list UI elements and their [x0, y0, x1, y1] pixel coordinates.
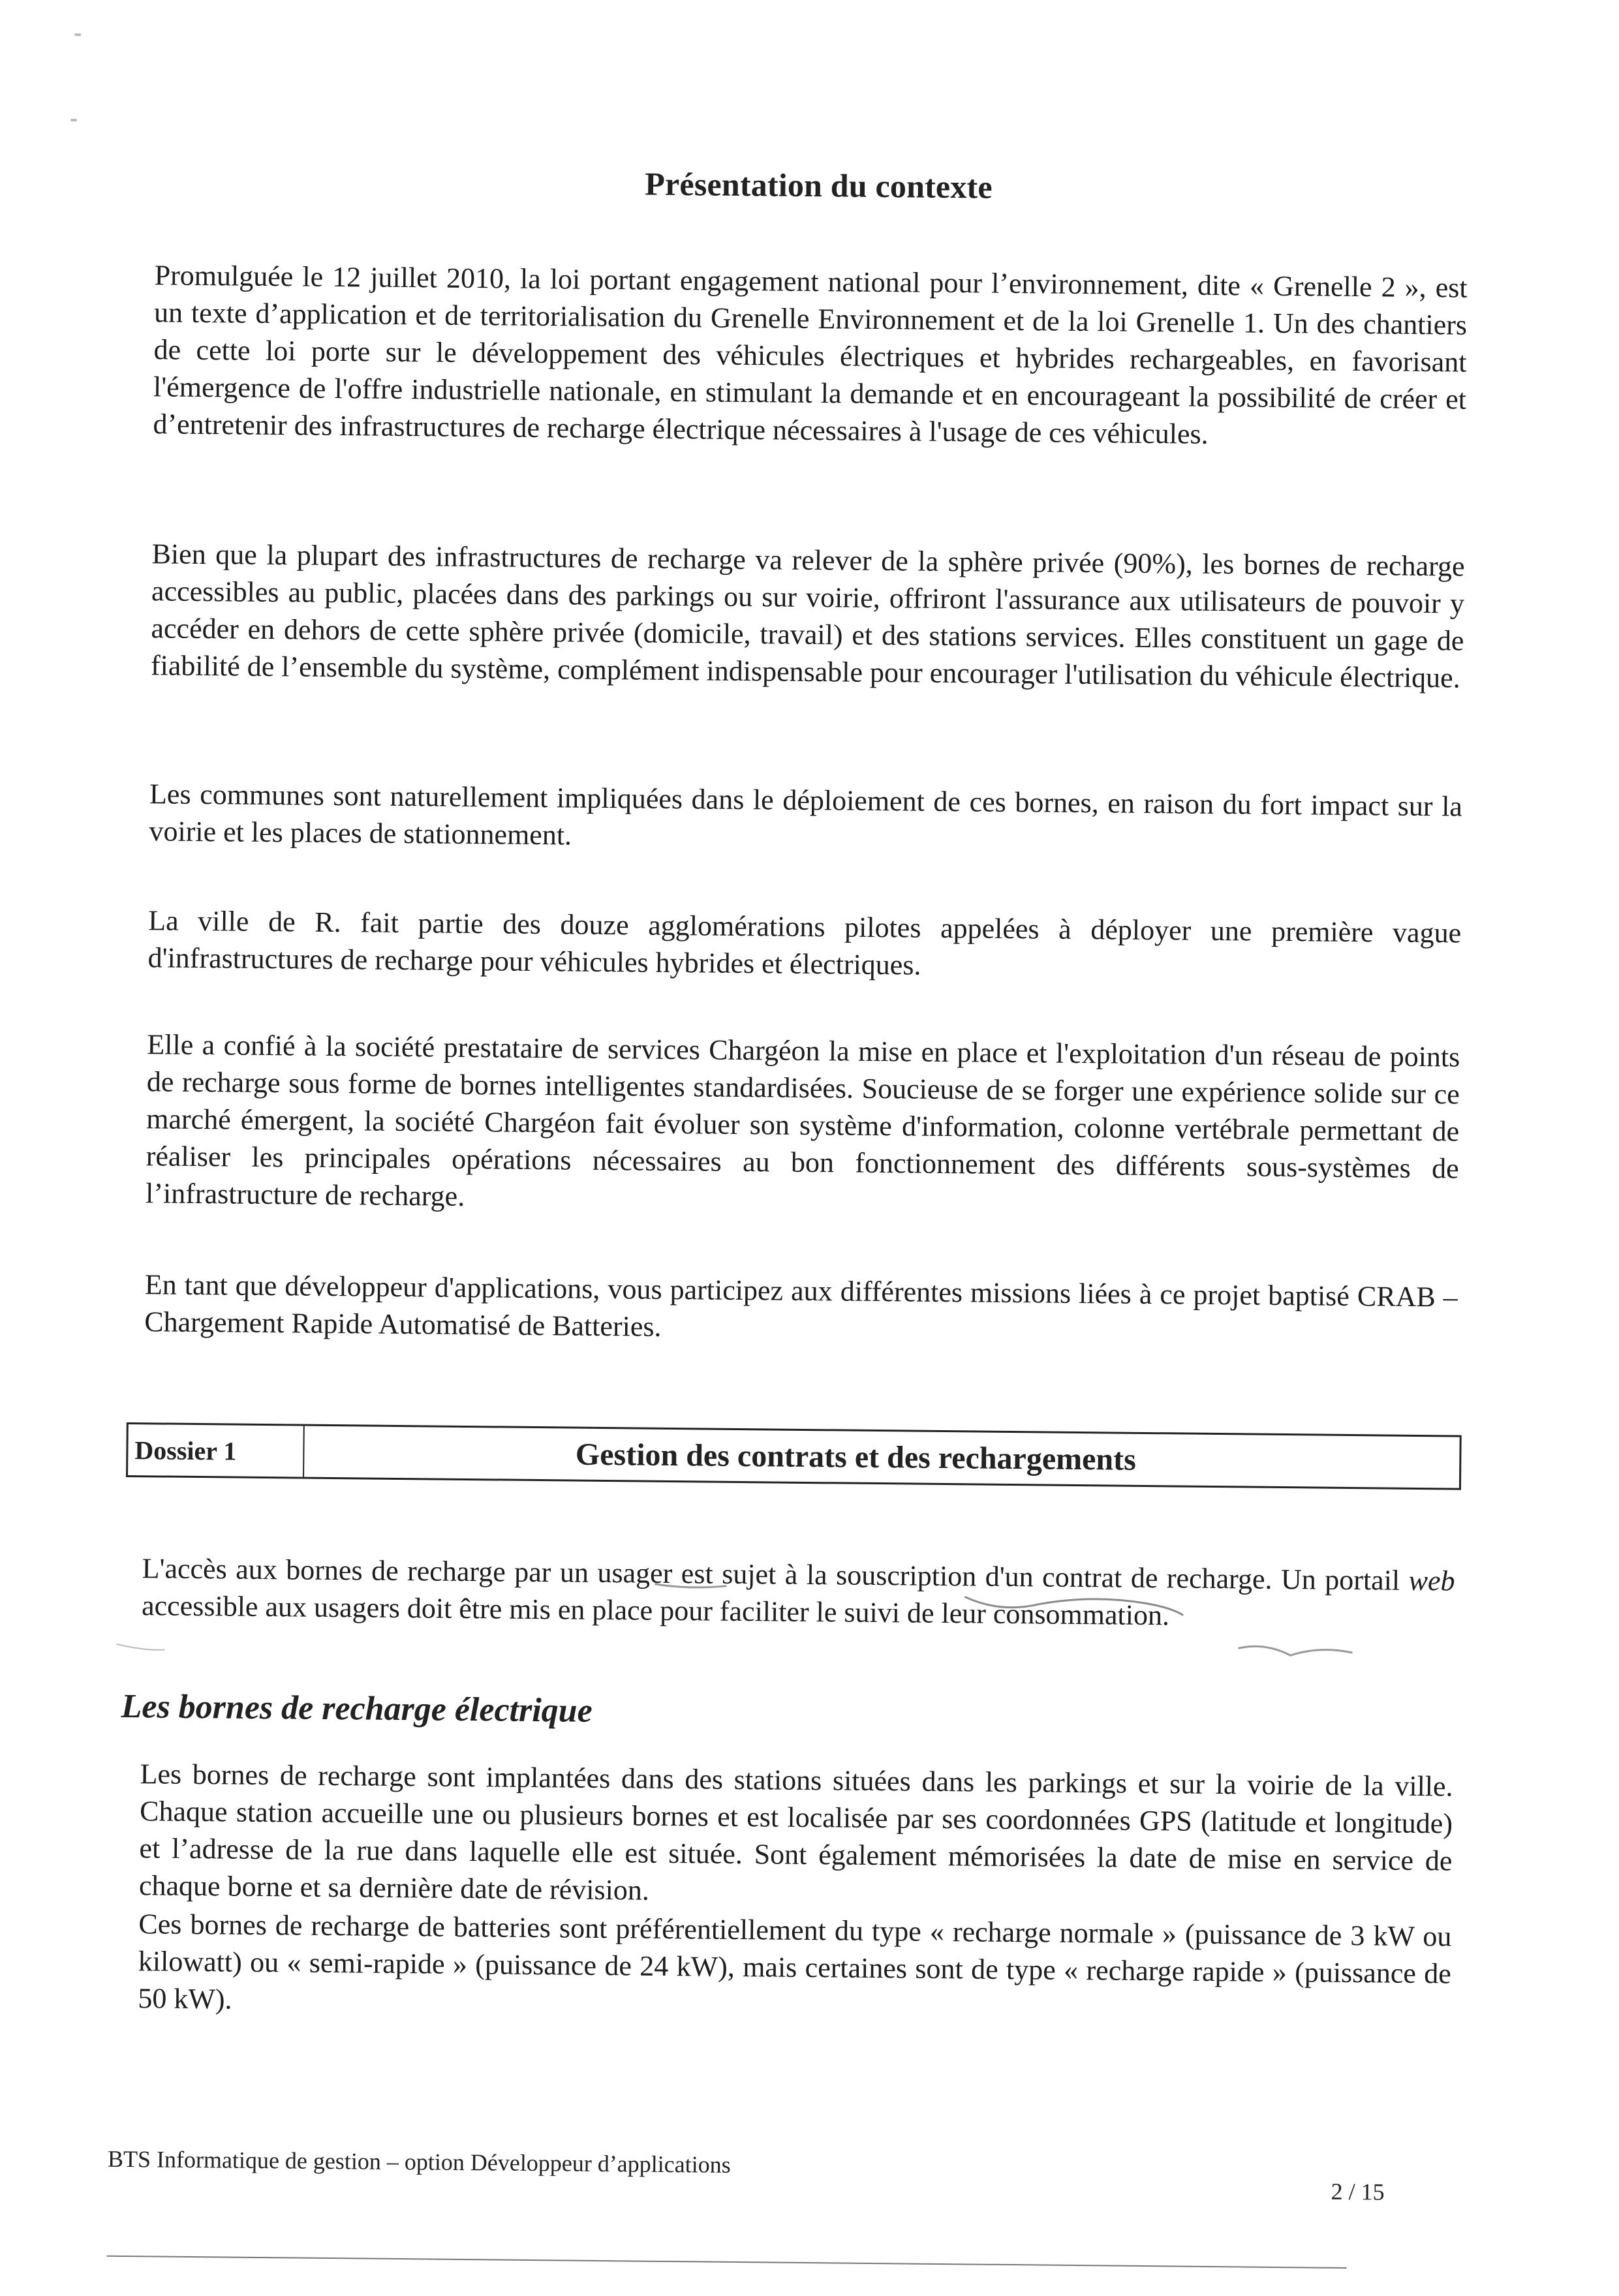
paragraph-infrastructures: Bien que la plupart des infrastructures de recharge va relever de la sphère privée (90%), les bornes de recharge accessibles au public, placées dans des parkings ou sur voirie, offriront l'assurance aux utilisateurs de pouvoir y accéder en dehors de cette sphère privée (domicile, travail) et des stations services. Elles constituent un gage de fiabilité de l’ensemble du système, complément indispensable pour encourager l'utilisation du véhicule électrique.: [150, 538, 1465, 694]
paragraph-chargeon: Elle a confié à la société prestataire de services Chargéon la mise en place et l'exploitation d'un réseau de points de recharge sous forme de bornes intelligentes standardisées. Soucieuse de se forger une expérience solide sur ce marché émergent, la société Chargéon fait évoluer son système d'information, colonne vertébrale permettant de réaliser les principales opérations nécessaires au bon fonctionnement des différents sous-systèmes de l’infrastructure de recharge.: [145, 1028, 1460, 1212]
page-number: 2 / 15: [1331, 2178, 1385, 2205]
paragraph-dossier-intro: [142, 1550, 1455, 1636]
footer-course: BTS Informatique de gestion – option Développeur d’applications: [107, 2145, 731, 2178]
dossier-number: Dossier 1: [128, 1424, 305, 1477]
scan-speck: [70, 119, 77, 121]
page-title: Présentation du contexte: [645, 165, 993, 206]
dossier-header: [126, 1422, 1462, 1490]
intro-italic-word: web: [1408, 1564, 1455, 1597]
section-heading: Les bornes de recharge électrique: [121, 1687, 593, 1730]
dossier-title: Gestion des contrats et des rechargements: [575, 1437, 1137, 1477]
paragraph-grenelle: Promulguée le 12 juillet 2010, la loi portant engagement national pour l’environnement, dite « Grenelle 2 », est un texte d’application et de territorialisation du Grenelle Environnement et de la loi Grenelle 1. Un des chantiers de cette loi porte sur le développement des véhicules électriques et hybrides rechargeables, en favorisant l'émergence de l'offre industrielle nationale, en stimulant la demande et en encourageant la possibilité de créer et d’entretenir des infrastructures de recharge électrique nécessaires à l'usage de ces véhicules.: [153, 259, 1468, 450]
paragraph-crab: En tant que développeur d'applications, vous participez aux différentes missions liées à ce projet baptisé CRAB – Chargement Rapide Automatisé de Batteries.: [144, 1268, 1458, 1343]
paragraph-bornes-stations: Les bornes de recharge sont implantées dans des stations situées dans les parkings et sur la voirie de la ville. Chaque station accueille une ou plusieurs bornes et est localisée par ses coordonnées GPS (latitude et longitude) et l’adresse de la rue dans laquelle elle est située. Sont également mémorisées la date de mise en service de chaque borne et sa dernière date de révision.: [138, 1758, 1453, 1906]
paragraph-bornes-types: Ces bornes de recharge de batteries sont préférentiellement du type « recharge normale » (puissance de 3 kW ou kilowatt) ou « semi-rapide » (puissance de 24 kW), mais certaines sont de type « recharge rapide » (puissance de 50 kW).: [138, 1908, 1452, 2015]
intro-text-start: L'accès aux bornes de recharge par un usager est sujet à la souscription d'un contrat de recharge. Un portail: [142, 1552, 1409, 1597]
paragraph-ville: La ville de R. fait partie des douze agglomérations pilotes appelées à déployer une première vague d'infrastructures de recharge pour véhicules hybrides et électriques.: [147, 904, 1462, 981]
intro-text-end: accessible aux usagers doit être mis en place pour faciliter le suivi de leur consommation.: [141, 1589, 1170, 1632]
scan-speck: [74, 33, 81, 36]
paragraph-communes: Les communes sont naturellement impliquées dans le déploiement de ces bornes, en raison du fort impact sur la voirie et les places de stationnement.: [149, 778, 1463, 851]
footer-rule: [107, 2256, 1347, 2269]
